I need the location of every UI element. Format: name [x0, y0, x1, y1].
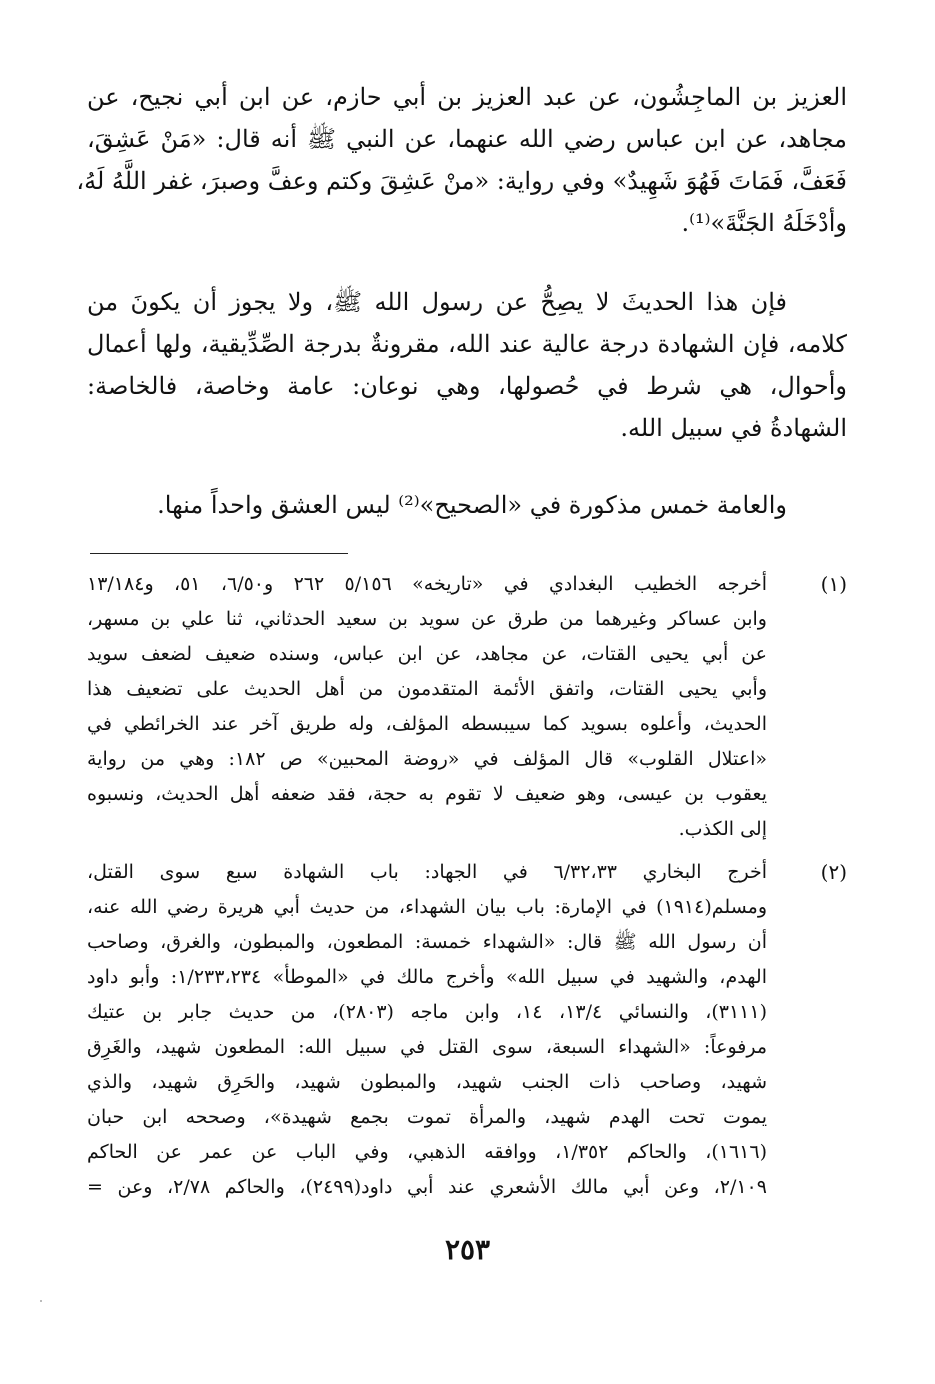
footnote-line: شهيد، وصاحب ذات الجنب شهيد، والمبطون شهيد، والحَرِق شهيد، والذي: [87, 1071, 767, 1093]
footnote-line: وأبي يحيى القتات، واتفق الأئمة المتقدمون من أهل الحديث على تضعيف هذا: [87, 678, 767, 700]
paragraph-3: [87, 484, 847, 526]
footnote-2: [87, 855, 847, 1205]
footnote-1: [87, 567, 847, 847]
footnote-line: يموت تحت الهدم شهيد، والمرأة تموت بجمع شهيدة»، وصححه ابن حبان: [87, 1106, 767, 1128]
text-line: فإن هذا الحديثَ لا يصِحُّ عن رسول الله ﷺ، ولا يجوز أن يكونَ من: [87, 288, 787, 316]
footnote-line: وابن عساكر وغيرهما من طرق عن سويد بن سعيد الحدثاني، ثنا علي بن مسهر،: [87, 608, 767, 630]
paragraph-2: [87, 281, 847, 449]
scan-speck: [40, 1300, 42, 1302]
footnote-number: (١): [820, 572, 847, 596]
footnote-line: (١٦١٦)، والحاكم ١/٣٥٢، ووافقه الذهبي، وفي الباب عن عمر عن الحاكم: [87, 1141, 767, 1163]
text-line: وأدْخَلَهُ الجَنَّةَ»⁽¹⁾.: [681, 209, 847, 237]
text-line: العزيز بن الماجِشُون، عن عبد العزيز بن أبي حازم، عن ابن أبي نجيح، عن: [87, 83, 847, 111]
footnote-line: (٣١١١)، والنسائي ١٣/٤، ١٤، وابن ماجه (٢٨٠٣)، من حديث جابر بن عتيك: [87, 1001, 768, 1023]
text-line: فَعَفَّ، فَمَاتَ فَهُوَ شَهِيدٌ» وفي رواية: «منْ عَشِقَ وكتم وعفَّ وصبرَ، غفر اللَّهُ لَهُ،: [76, 167, 847, 195]
footnote-number: (٢): [820, 860, 847, 884]
footnote-separator: [90, 553, 348, 554]
paragraph-1: [76, 76, 847, 244]
footnote-line: الحديث، وأعلوه بسويد كما سيبسطه المؤلف، وله طريق آخر عند الخرائطي في: [87, 713, 767, 735]
text-line: كلامه، فإن الشهادة درجة عالية عند الله، مقرونةٌ بدرجة الصِّدِّيقية، ولها أعمال: [87, 330, 847, 358]
footnote-line: ومسلم(١٩١٤) في الإمارة: باب بيان الشهداء، من حديث أبي هريرة رضي الله عنه،: [87, 896, 767, 918]
footnote-line: أن رسول الله ﷺ قال: «الشهداء خمسة: المطعون، والمبطون، والغرق، وصاحب: [87, 931, 767, 953]
text-line: مجاهد، عن ابن عباس رضي الله عنهما، عن النبي ﷺ أنه قال: «مَنْ عَشِقَ،: [87, 125, 847, 153]
footnote-line: مرفوعاً: «الشهداء السبعة، سوى القتل في سبيل الله: المطعون شهيد، والغَرِق: [87, 1036, 767, 1058]
text-line: والعامة خمس مذكورة في «الصحيح»⁽²⁾ ليس العشق واحداً منها.: [157, 491, 787, 519]
footnote-line: إلى الكذب.: [678, 818, 767, 840]
footnote-line: ٢/١٠٩، وعن أبي مالك الأشعري عند أبي داود(٢٤٩٩)، والحاكم ٢/٧٨، وعن =: [87, 1176, 767, 1198]
footnote-line: يعقوب بن عيسى، وهو ضعيف لا تقوم به حجة، فقد ضعفه أهل الحديث، ونسبوه: [87, 783, 767, 805]
text-line: وأحوال، هي شرط في حُصولها، وهي نوعان: عامة وخاصة، فالخاصة:: [87, 372, 847, 400]
footnote-line: أخرج البخاري ٦/٣٢،٣٣ في الجهاد: باب الشهادة سبع سوى القتل،: [87, 861, 767, 883]
footnote-line: «اعتلال القلوب» قال المؤلف في «روضة المحبين» ص ١٨٢: وهي من رواية: [87, 748, 767, 770]
footnote-line: عن أبي يحيى القتات، عن مجاهد، عن ابن عباس، وسنده ضعيف لضعف سويد: [87, 643, 767, 665]
page-number: ٢٥٣: [444, 1233, 491, 1266]
footnote-line: الهدم، والشهيد في سبيل الله» وأخرج مالك في «الموطأ» ١/٢٣٣،٢٣٤: وأبو داود: [87, 966, 768, 988]
text-line: الشهادةُ في سبيل الله.: [620, 414, 847, 442]
footnote-line: أخرجه الخطيب البغدادي في «تاريخه» ٥/١٥٦ ٢٦٢ و٦/٥٠، ٥١، و١٣/١٨٤: [87, 573, 767, 595]
